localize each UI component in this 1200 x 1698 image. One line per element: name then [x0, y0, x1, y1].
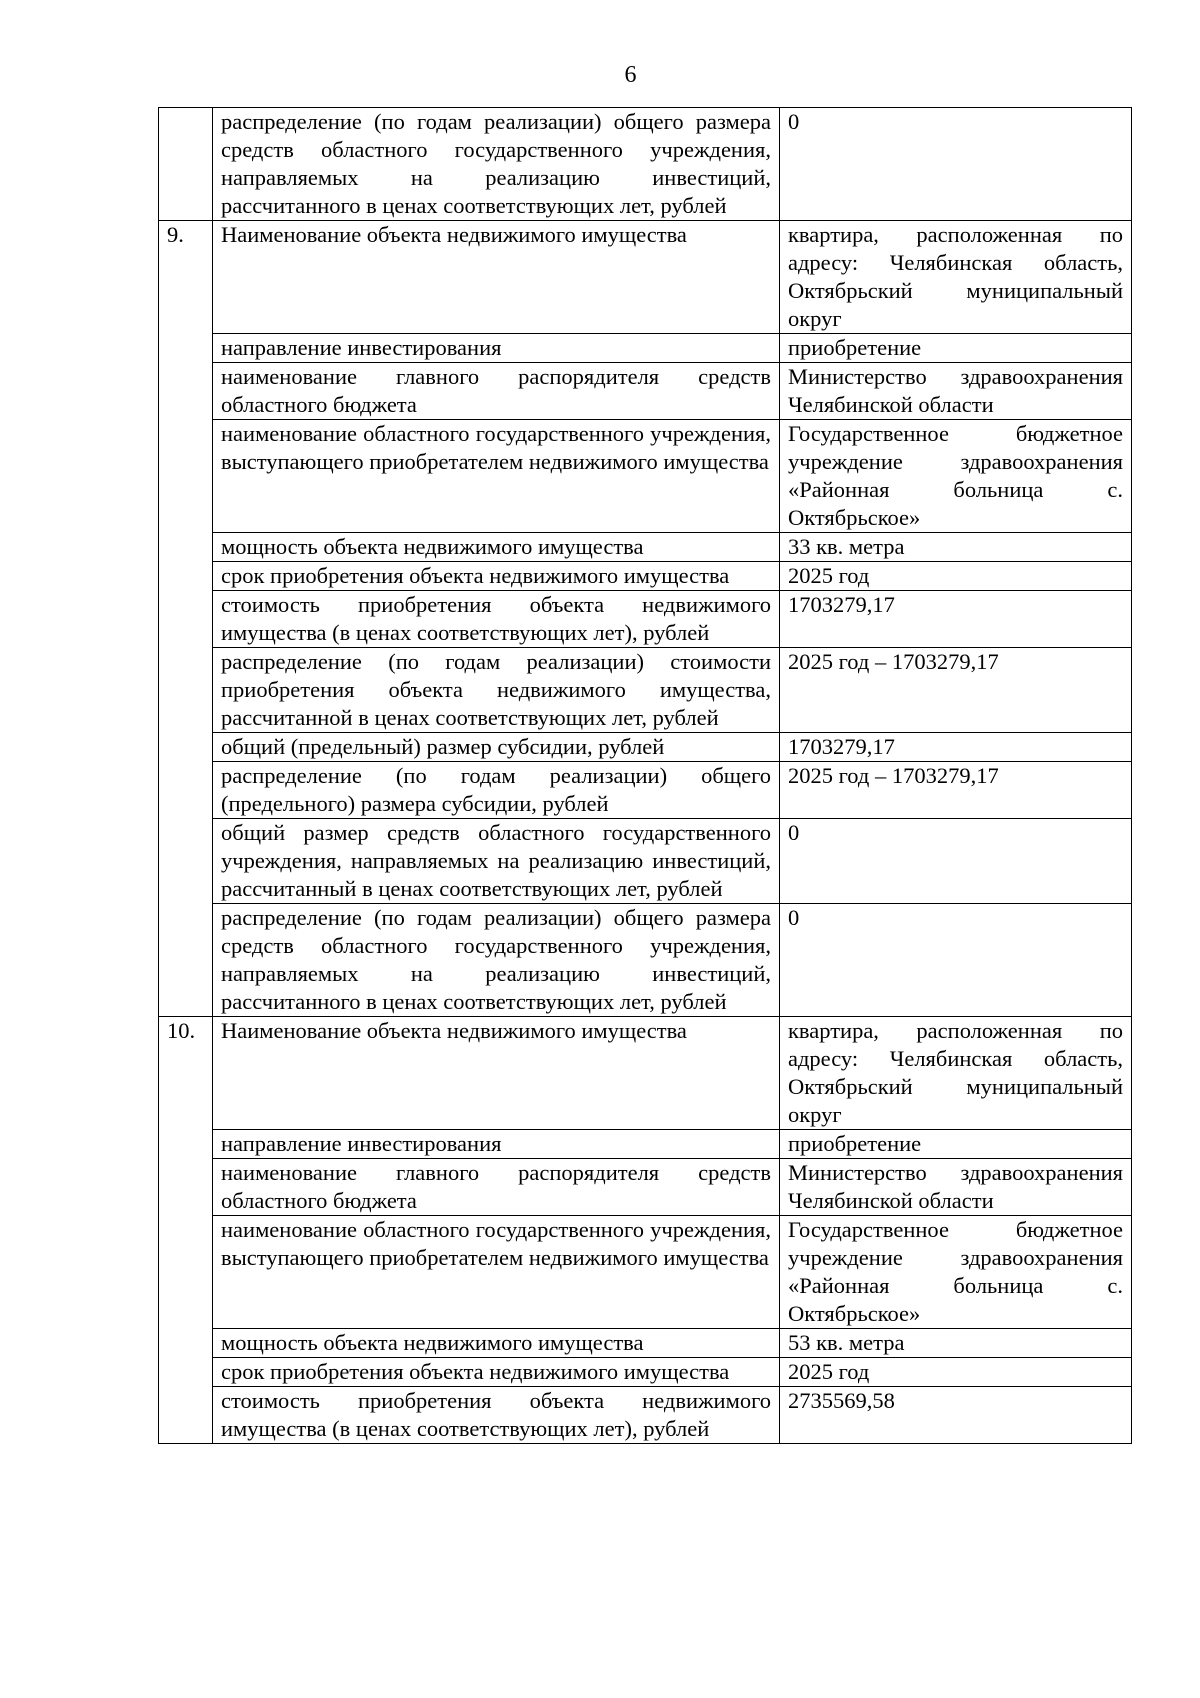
row-value: Государственное бюджетное учреждение здравоохранения «Районная больница с. Октябрьское»	[780, 1216, 1132, 1329]
row-value: Министерство здравоохранения Челябинской области	[780, 1159, 1132, 1216]
table-row	[159, 1387, 1132, 1444]
row-value: 0	[780, 904, 1132, 1017]
table-row	[159, 1358, 1132, 1387]
row-label: направление инвестирования	[213, 334, 780, 363]
row-value: Министерство здравоохранения Челябинской области	[780, 363, 1132, 420]
row-label: направление инвестирования	[213, 1130, 780, 1159]
row-value: квартира, расположенная по адресу: Челябинская область, Октябрьский муниципальный округ	[780, 221, 1132, 334]
row-label: Наименование объекта недвижимого имущества	[213, 1017, 780, 1130]
table-row	[159, 1216, 1132, 1329]
row-value: Государственное бюджетное учреждение здравоохранения «Районная больница с. Октябрьское»	[780, 420, 1132, 533]
table-row	[159, 733, 1132, 762]
table-row	[159, 1130, 1132, 1159]
row-label: стоимость приобретения объекта недвижимого имущества (в ценах соответствующих лет), рублей	[213, 1387, 780, 1444]
table-row	[159, 334, 1132, 363]
row-label: распределение (по годам реализации) общего размера средств областного государственного учреждения, направляемых на реализацию инвестиций, рассчитанного в ценах соответствующих лет, рублей	[213, 904, 780, 1017]
table-row	[159, 221, 1132, 334]
row-label: мощность объекта недвижимого имущества	[213, 533, 780, 562]
row-label: стоимость приобретения объекта недвижимого имущества (в ценах соответствующих лет), рублей	[213, 591, 780, 648]
row-value: приобретение	[780, 1130, 1132, 1159]
row-label: наименование главного распорядителя средств областного бюджета	[213, 363, 780, 420]
table-row	[159, 533, 1132, 562]
row-label: мощность объекта недвижимого имущества	[213, 1329, 780, 1358]
row-label: распределение (по годам реализации) общего (предельного) размера субсидии, рублей	[213, 762, 780, 819]
table-row	[159, 562, 1132, 591]
row-label: распределение (по годам реализации) общего размера средств областного государственного учреждения, направляемых на реализацию инвестиций, рассчитанного в ценах соответствующих лет, рублей	[213, 108, 780, 221]
row-value: 53 кв. метра	[780, 1329, 1132, 1358]
row-value: приобретение	[780, 334, 1132, 363]
row-label: Наименование объекта недвижимого имущества	[213, 221, 780, 334]
row-value: 0	[780, 819, 1132, 904]
row-value: 33 кв. метра	[780, 533, 1132, 562]
row-value: 0	[780, 108, 1132, 221]
row-value: квартира, расположенная по адресу: Челябинская область, Октябрьский муниципальный округ	[780, 1017, 1132, 1130]
row-label: распределение (по годам реализации) стоимости приобретения объекта недвижимого имущества, рассчитанной в ценах соответствующих лет, рублей	[213, 648, 780, 733]
row-label: наименование областного государственного учреждения, выступающего приобретателем недвижимого имущества	[213, 420, 780, 533]
row-value: 2025 год – 1703279,17	[780, 648, 1132, 733]
row-value: 2735569,58	[780, 1387, 1132, 1444]
table-row	[159, 762, 1132, 819]
row-label: общий (предельный) размер субсидии, рублей	[213, 733, 780, 762]
row-label: наименование главного распорядителя средств областного бюджета	[213, 1159, 780, 1216]
page-number: 6	[624, 62, 637, 88]
row-value: 1703279,17	[780, 733, 1132, 762]
table-row	[159, 904, 1132, 1017]
table-row	[159, 363, 1132, 420]
row-value: 1703279,17	[780, 591, 1132, 648]
table-row	[159, 648, 1132, 733]
row-number-cell	[159, 108, 213, 221]
row-label: общий размер средств областного государственного учреждения, направляемых на реализацию инвестиций, рассчитанный в ценах соответствующих лет, рублей	[213, 819, 780, 904]
table-row	[159, 1017, 1132, 1130]
table-row	[159, 420, 1132, 533]
row-value: 2025 год	[780, 1358, 1132, 1387]
item-number: 10.	[159, 1017, 213, 1444]
row-label: срок приобретения объекта недвижимого имущества	[213, 562, 780, 591]
row-label: срок приобретения объекта недвижимого имущества	[213, 1358, 780, 1387]
row-label: наименование областного государственного учреждения, выступающего приобретателем недвижимого имущества	[213, 1216, 780, 1329]
table-row	[159, 1329, 1132, 1358]
table-row	[159, 108, 1132, 221]
investment-table	[158, 107, 1132, 1444]
table-row	[159, 591, 1132, 648]
table-row	[159, 1159, 1132, 1216]
table-row	[159, 819, 1132, 904]
item-number: 9.	[159, 221, 213, 1017]
row-value: 2025 год	[780, 562, 1132, 591]
row-value: 2025 год – 1703279,17	[780, 762, 1132, 819]
